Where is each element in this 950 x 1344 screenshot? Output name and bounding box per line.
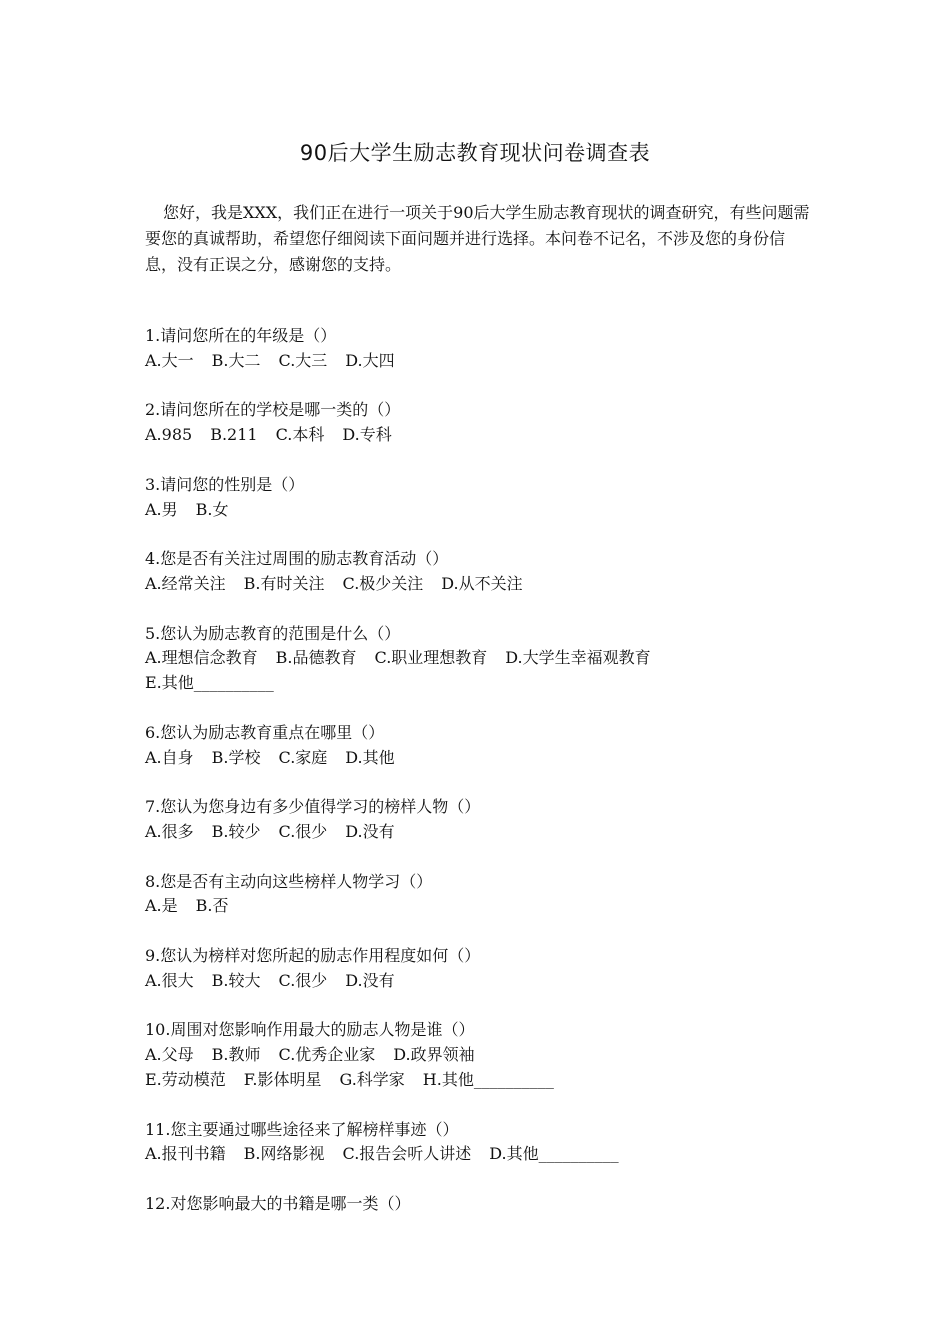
answer-option[interactable]: D.大学生幸福观教育: [505, 648, 651, 668]
answer-option[interactable]: B.较少: [211, 821, 261, 841]
option-line: [145, 746, 810, 771]
answer-option[interactable]: C.很少: [278, 821, 328, 841]
question-list: [145, 324, 810, 1241]
question-text: 4.您是否有关注过周围的励志教育活动（）: [145, 549, 449, 569]
question-text: 2.请问您所在的学校是哪一类的（）: [145, 400, 401, 420]
answer-option[interactable]: A.报刊书籍: [145, 1144, 226, 1164]
answer-option[interactable]: D.没有: [345, 821, 395, 841]
option-line: [145, 498, 810, 523]
question-7: [145, 795, 810, 845]
answer-option[interactable]: C.很少: [278, 970, 328, 990]
answer-option[interactable]: C.极少关注: [342, 573, 424, 593]
answer-option[interactable]: B.学校: [211, 747, 261, 767]
answer-option[interactable]: E.其他__________: [145, 673, 274, 693]
question-11: [145, 1118, 810, 1168]
answer-option[interactable]: A.很大: [145, 970, 194, 990]
question-text: 8.您是否有主动向这些榜样人物学习（）: [145, 871, 433, 891]
option-line: [145, 646, 810, 671]
question-text: 10.周围对您影响作用最大的励志人物是谁（）: [145, 1020, 475, 1040]
answer-option[interactable]: D.其他: [345, 747, 395, 767]
answer-option[interactable]: D.其他__________: [489, 1144, 619, 1164]
answer-option[interactable]: B.较大: [211, 970, 261, 990]
answer-option[interactable]: D.政界领袖: [393, 1045, 475, 1065]
question-9: [145, 944, 810, 994]
question-text: 9.您认为榜样对您所起的励志作用程度如何（）: [145, 945, 481, 965]
answer-option[interactable]: H.其他__________: [422, 1069, 554, 1089]
question-8: [145, 870, 810, 920]
option-line: [145, 1043, 810, 1068]
option-line: [145, 671, 810, 696]
question-10: [145, 1018, 810, 1092]
answer-option[interactable]: F.影体明星: [243, 1069, 322, 1089]
answer-option[interactable]: A.男: [145, 499, 178, 519]
option-line: [145, 969, 810, 994]
question-text: 6.您认为励志教育重点在哪里（）: [145, 722, 385, 742]
question-text: 5.您认为励志教育的范围是什么（）: [145, 623, 401, 643]
question-3: [145, 473, 810, 523]
answer-option[interactable]: A.父母: [145, 1045, 194, 1065]
answer-option[interactable]: C.职业理想教育: [374, 648, 488, 668]
page-title: 90后大学生励志教育现状问卷调查表: [299, 141, 651, 165]
option-line: [145, 1068, 810, 1093]
intro-paragraph: 您好，我是XXX，我们正在进行一项关于90后大学生励志教育现状的调查研究，有些问题需要您的真诚帮助，希望您仔细阅读下面问题并进行选择。本问卷不记名，不涉及您的身份信息，没有正误之分，感谢您的支持。: [145, 203, 810, 274]
option-line: [145, 423, 810, 448]
answer-option[interactable]: D.大四: [345, 350, 395, 370]
answer-option[interactable]: B.网络影视: [243, 1144, 325, 1164]
question-text: 11.您主要通过哪些途径来了解榜样事迹（）: [145, 1119, 459, 1139]
answer-option[interactable]: C.本科: [275, 425, 325, 445]
answer-option[interactable]: A.很多: [145, 821, 194, 841]
option-line: [145, 349, 810, 374]
question-5: [145, 622, 810, 696]
answer-option[interactable]: E.劳动模范: [145, 1069, 226, 1089]
question-6: [145, 721, 810, 771]
question-1: [145, 324, 810, 374]
answer-option[interactable]: A.是: [145, 896, 178, 916]
question-2: [145, 398, 810, 448]
answer-option[interactable]: B.否: [195, 896, 229, 916]
answer-option[interactable]: C.家庭: [278, 747, 328, 767]
option-line: [145, 1142, 810, 1167]
answer-option[interactable]: A.经常关注: [145, 573, 226, 593]
question-text: 7.您认为您身边有多少值得学习的榜样人物（）: [145, 797, 481, 817]
option-line: [145, 894, 810, 919]
question-text: 3.请问您的性别是（）: [145, 474, 305, 494]
answer-option[interactable]: D.没有: [345, 970, 395, 990]
answer-option[interactable]: A.大一: [145, 350, 194, 370]
answer-option[interactable]: B.教师: [211, 1045, 261, 1065]
option-line: [145, 820, 810, 845]
answer-option[interactable]: A.自身: [145, 747, 194, 767]
answer-option[interactable]: D.专科: [342, 425, 392, 445]
answer-option[interactable]: B.211: [210, 425, 258, 445]
question-text: 12.对您影响最大的书籍是哪一类（）: [145, 1193, 411, 1213]
answer-option[interactable]: G.科学家: [339, 1069, 405, 1089]
option-line: [145, 572, 810, 597]
answer-option[interactable]: B.女: [195, 499, 229, 519]
question-12: [145, 1192, 810, 1217]
question-4: [145, 547, 810, 597]
answer-option[interactable]: D.从不关注: [441, 573, 523, 593]
question-text: 1.请问您所在的年级是（）: [145, 326, 337, 345]
answer-option[interactable]: A.理想信念教育: [145, 648, 258, 668]
answer-option[interactable]: C.大三: [278, 350, 328, 370]
answer-option[interactable]: B.大二: [211, 350, 261, 370]
answer-option[interactable]: C.优秀企业家: [278, 1045, 376, 1065]
answer-option[interactable]: C.报告会听人讲述: [342, 1144, 472, 1164]
answer-option[interactable]: A.985: [145, 425, 193, 445]
answer-option[interactable]: B.品德教育: [275, 648, 357, 668]
answer-option[interactable]: B.有时关注: [243, 573, 325, 593]
